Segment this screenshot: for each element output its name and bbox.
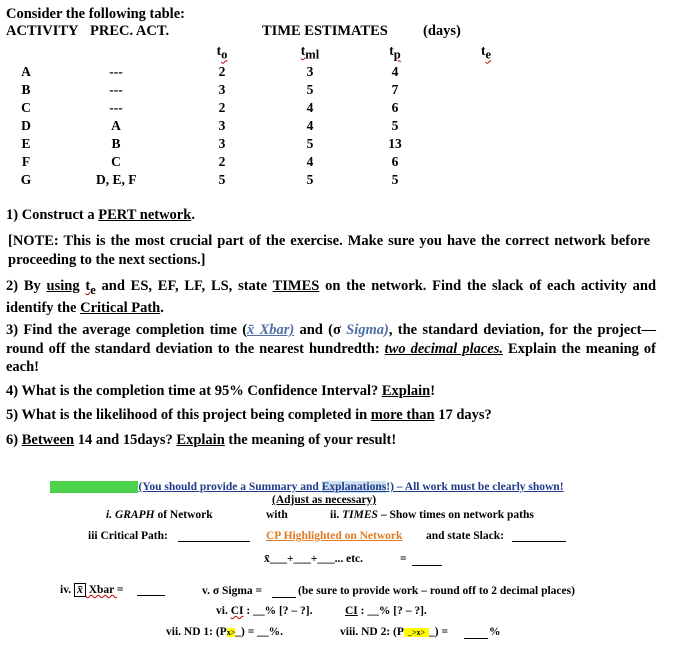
xbar-equals: = (400, 553, 407, 565)
summary-hidden-label: Overall Summary (50, 481, 139, 493)
summary-iii: iii Critical Path: (88, 530, 168, 542)
cp-highlight: CP Highlighted on Network (266, 530, 403, 542)
col-days: (days) (423, 23, 461, 39)
header-te: $t_e$ (480, 43, 492, 62)
summary-v: v. σ Sigma = (202, 585, 263, 597)
blank-line (137, 595, 165, 596)
summary-vi: vi. CI : __% [? – ?]. (216, 605, 313, 617)
summary-instructions: Overall Summary(You should provide a Summary and Explanations!) – All work must be clearly shown! (50, 481, 564, 493)
header-tml: $t_{ml}$ (300, 43, 320, 62)
question-5: 5) What is the likelihood of this project being completed in more than 17 days? (6, 407, 492, 423)
blank-line (272, 597, 296, 598)
col-time-estimates: TIME ESTIMATES (262, 23, 388, 39)
header-to: $t_o$ (216, 43, 228, 62)
blank-line (412, 565, 442, 566)
summary-v-note: (be sure to provide work – round off to 2 decimal places) (298, 585, 575, 597)
adjust-note: (Adjust as necessary) (272, 494, 377, 506)
blank-line (178, 541, 250, 542)
summary-vi-b: CI : __% [? – ?]. (345, 605, 427, 617)
question-2: 2) By using $t_e$ and ES, EF, LF, LS, state TIMES on the network. Find the slack of each activity and identify the Critical Path. (6, 278, 657, 317)
percent-sign: % (489, 626, 501, 638)
summary-i: i. GRAPH of Network (106, 509, 213, 521)
xbar-sum: x̄___+___+___... etc. (264, 553, 364, 565)
question-6: 6) Between 14 and 15days? Explain the meaning of your result! (6, 432, 397, 448)
intro-heading: Consider the following table: (6, 6, 185, 22)
summary-vii: vii. ND 1: (Px>_) = __%. (166, 626, 284, 638)
blank-line (512, 541, 566, 542)
note: [NOTE: This is the most crucial part of the exercise. Make sure you have the correct network before proceeding to the next sections.] (8, 233, 650, 268)
state-slack: and state Slack: (426, 530, 504, 542)
summary-ii: ii. TIMES – Show times on network paths (330, 509, 534, 521)
question-4: 4) What is the completion time at 95% Confidence Interval? Explain! (6, 383, 436, 399)
col-prec-act: PREC. ACT. (90, 23, 170, 39)
summary-viii: viii. ND 2: (P _>x> _) = (340, 626, 449, 638)
header-tp: $t_p$ (389, 43, 401, 62)
blank-line (464, 638, 488, 639)
question-1: 1) Construct a PERT network. (6, 207, 195, 223)
summary-with: with (266, 509, 288, 521)
question-3: 3) Find the average completion time (x̄ Xbar) and (σ Sigma), the standard deviation, for the project— round off the standard deviation to the nearest hundredth: two decimal places. Explain the meaning of each! (6, 322, 657, 375)
col-activity: ACTIVITY (6, 23, 79, 39)
summary-iv: iv. x̄ Xbar = (60, 584, 124, 596)
